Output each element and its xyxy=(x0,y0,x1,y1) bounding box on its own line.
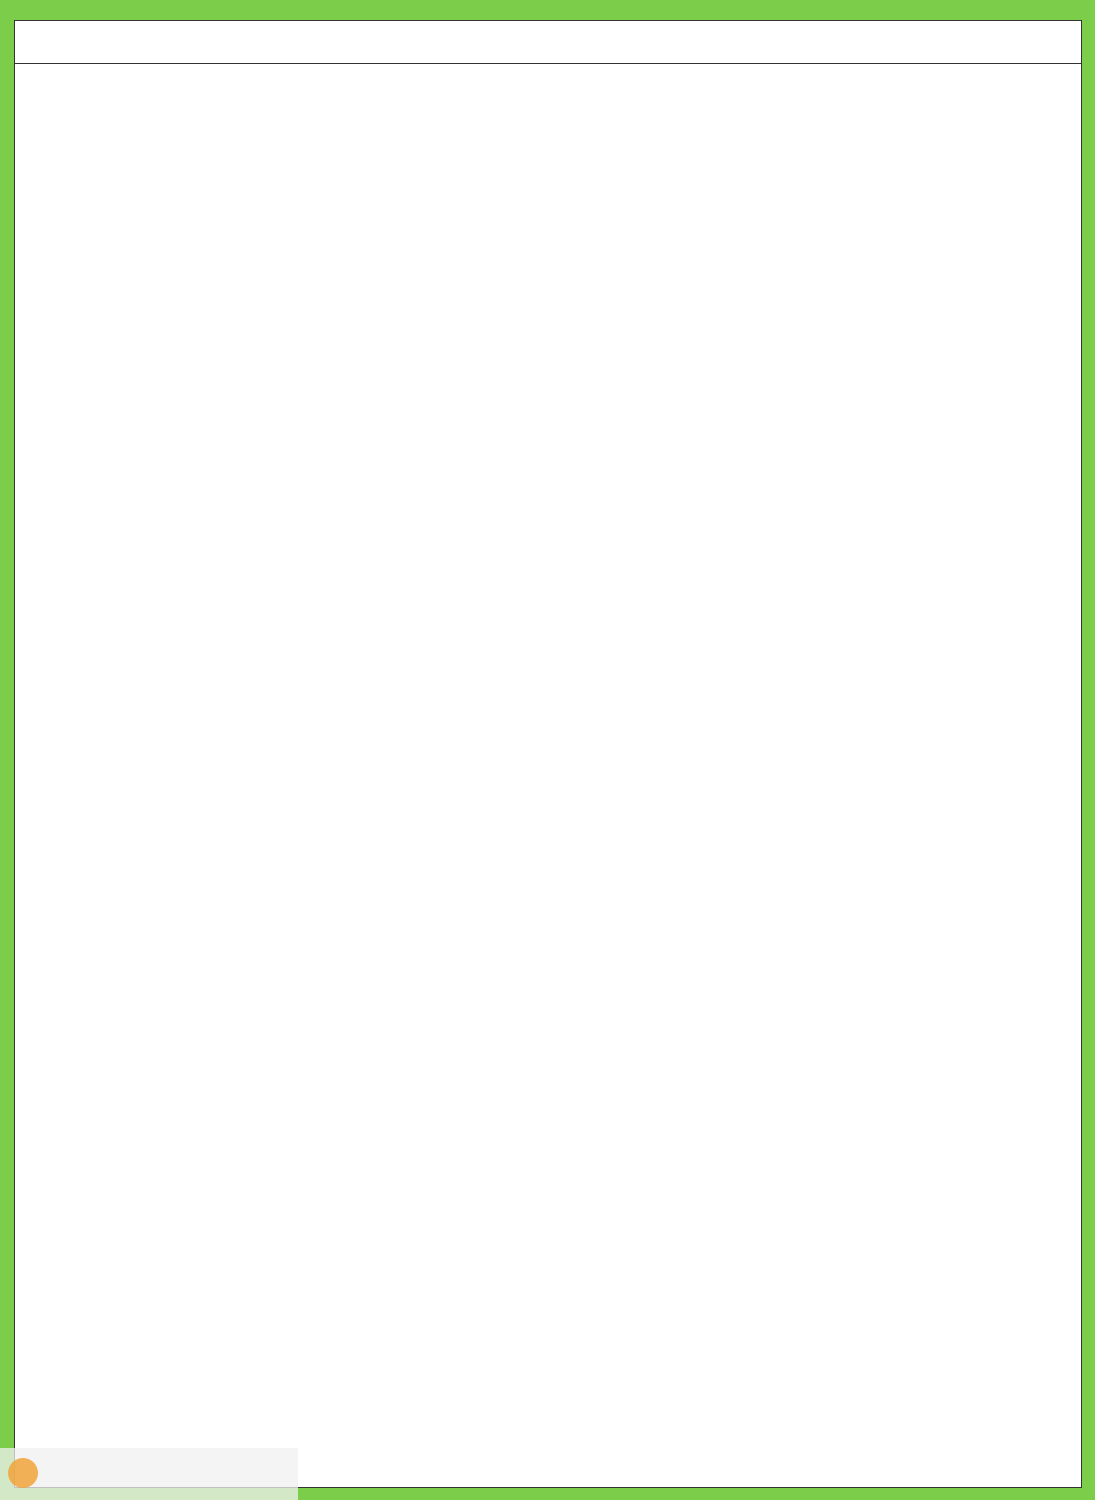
watermark xyxy=(0,1448,298,1500)
stats-sheet xyxy=(14,20,1082,1488)
logo-icon xyxy=(8,1458,38,1488)
sheet-title xyxy=(15,21,1081,64)
